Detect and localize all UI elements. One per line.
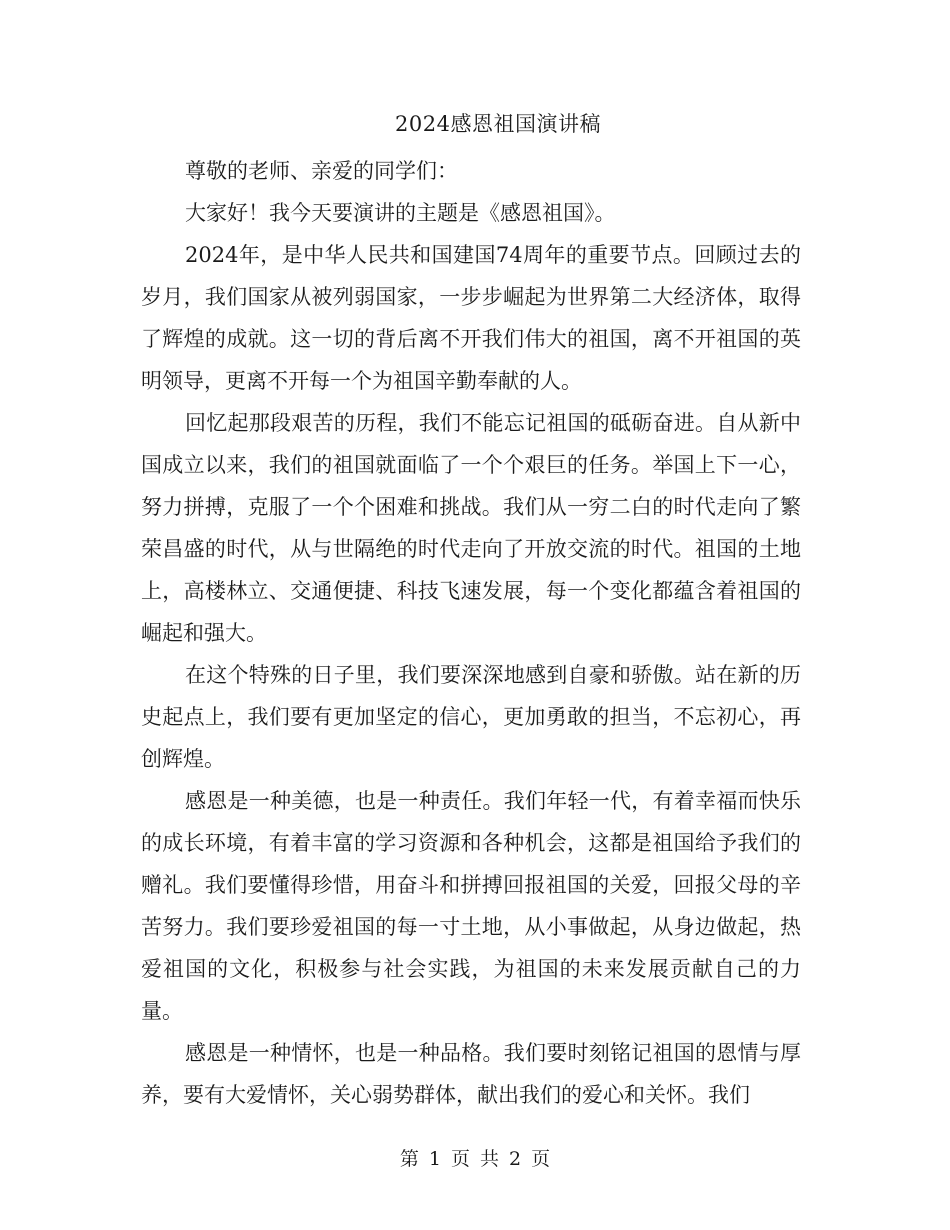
paragraph-anniversary: 2024年，是中华人民共和国建国74周年的重要节点。回顾过去的岁月，我们国家从被列弱国家，一步步崛起为世界第二大经济体，取得了辉煌的成就。这一切的背后离不开我们伟大的祖国，离不开祖国的英明领导，更离不开每一个为祖国辛勤奉献的人。 — [141, 243, 801, 393]
paragraph-salutation: 尊敬的老师、亲爱的同学们： — [185, 159, 458, 183]
paragraph-history: 回忆起那段艰苦的历程，我们不能忘记祖国的砥砺奋进。自从新中国成立以来，我们的祖国就面临了一个个艰巨的任务。举国上下一心，努力拼搏，克服了一个个困难和挑战。我们从一穷二白的时代走向了繁荣昌盛的时代，从与世隔绝的时代走向了开放交流的时代。祖国的土地上，高楼林立、交通便捷、科技飞速发展，每一个变化都蕴含着祖国的崛起和强大。 — [141, 411, 801, 645]
paragraph-pride: 在这个特殊的日子里，我们要深深地感到自豪和骄傲。站在新的历史起点上，我们要有更加坚定的信心，更加勇敢的担当，不忘初心，再创辉煌。 — [141, 663, 801, 771]
paragraph-gratitude-virtue: 感恩是一种美德，也是一种责任。我们年轻一代，有着幸福而快乐的成长环境，有着丰富的学习资源和各种机会，这都是祖国给予我们的赠礼。我们要懂得珍惜，用奋斗和拼搏回报祖国的关爱，回报父母的辛苦努力。我们要珍爱祖国的每一寸土地，从小事做起，从身边做起，热爱祖国的文化，积极参与社会实践，为祖国的未来发展贡献自己的力量。 — [141, 789, 801, 1023]
document-body — [141, 150, 801, 1116]
document-title: 2024感恩祖国演讲稿 — [395, 112, 601, 136]
page-number-footer: 第 1 页 共 2 页 — [399, 1148, 551, 1170]
paragraph-greeting: 大家好！我今天要演讲的主题是《感恩祖国》。 — [185, 201, 616, 225]
paragraph-gratitude-sentiment: 感恩是一种情怀，也是一种品格。我们要时刻铭记祖国的恩情与厚养，要有大爱情怀，关心弱势群体，献出我们的爱心和关怀。我们 — [141, 1041, 801, 1107]
